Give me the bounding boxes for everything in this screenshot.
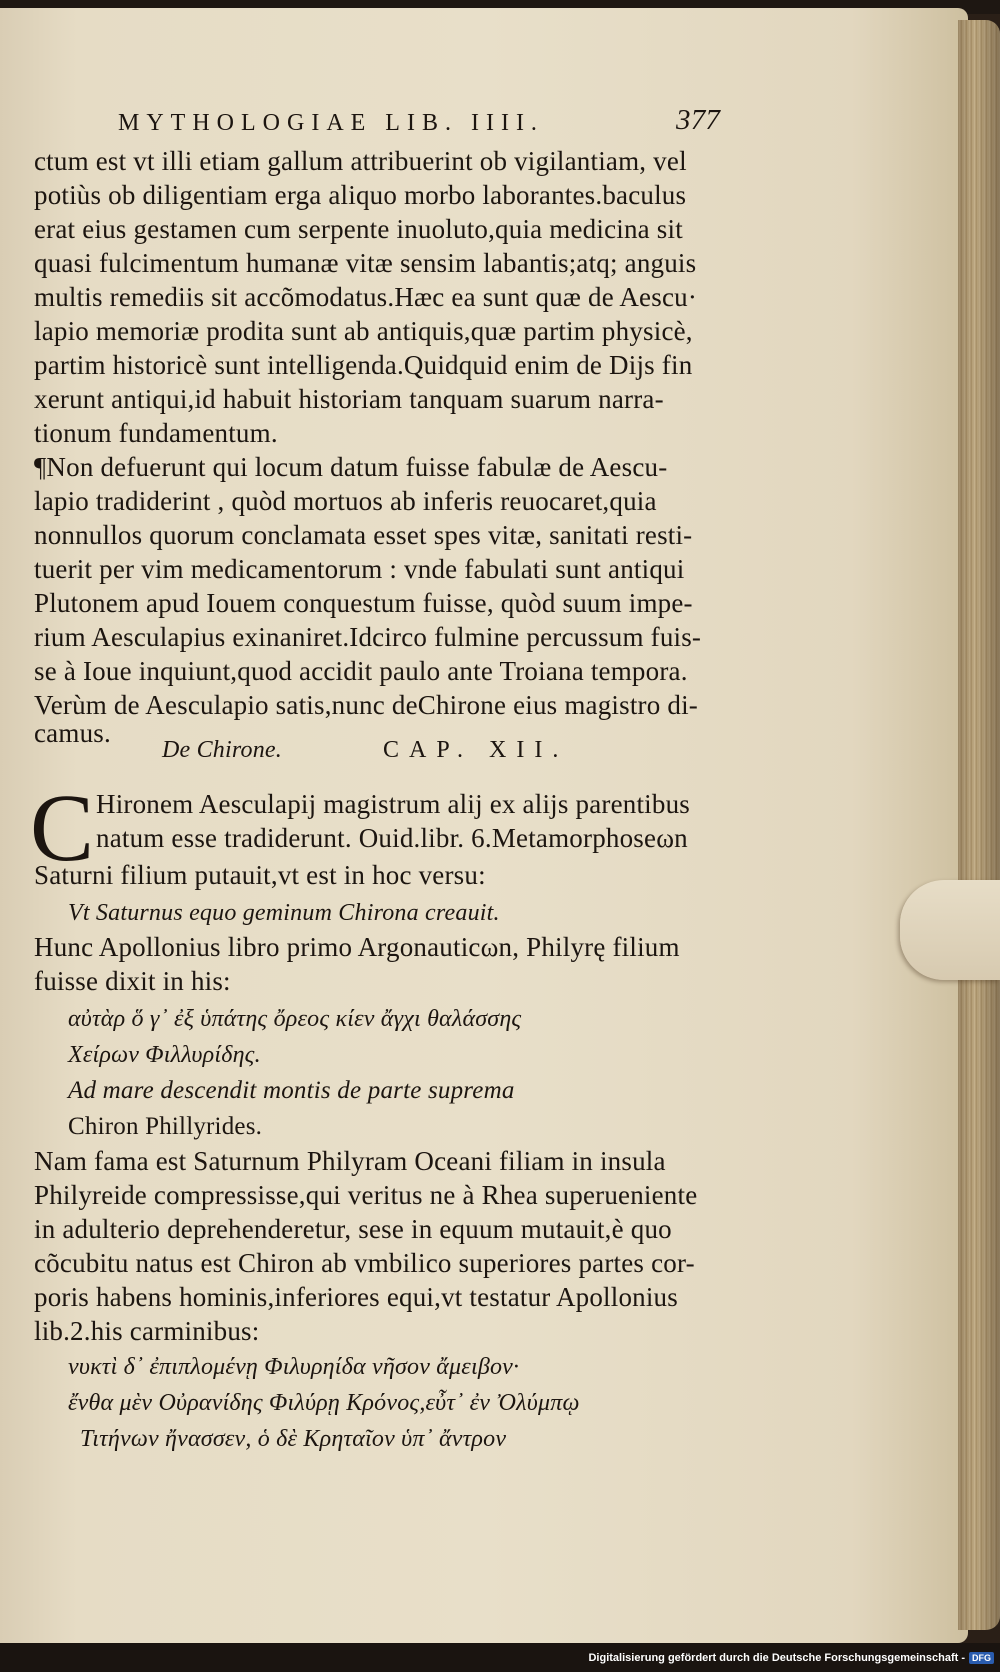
text-line: lib.2.his carminibus: [34, 1316, 260, 1346]
greek-verse-line: αὐτὰρ ὅ γ᾽ ἐξ ὑπάτης ὄρεος κίεν ἄγχι θαλάσσης [68, 1006, 522, 1032]
text-line: rium Aesculapius exinaniret.Idcirco fulmine percussum fuis- [34, 622, 702, 652]
chapter-number: CAP. XII. [383, 737, 569, 763]
greek-verse-line: ἔνθα μὲν Οὐρανίδης Φιλύρῃ Κρόνος,εὖτ᾽ ἐν Ὀλύμπῳ [68, 1390, 580, 1416]
dfg-logo: DFG [969, 1652, 994, 1664]
text-line: ¶Non defuerunt qui locum datum fuisse fabulæ de Aescu- [34, 452, 668, 482]
text-line: Verùm de Aesculapio satis,nunc deChirone eius magistro di- [34, 690, 698, 720]
credit-text: Digitalisierung gefördert durch die Deutsche Forschungsgemeinschaft - [588, 1652, 965, 1664]
text-line: erat eius gestamen cum serpente inuoluto,quia medicina sit [34, 214, 683, 244]
page-number: 377 [676, 104, 721, 136]
scan-footer-band [0, 1643, 1000, 1672]
text-line: potiùs ob diligentiam erga aliquo morbo laborantes.baculus [34, 180, 687, 210]
fore-edge-shading [958, 20, 1000, 1630]
text-line: lapio tradiderint , quòd mortuos ab inferis reuocaret,quia [34, 486, 657, 516]
greek-verse-line: Χείρων Φιλλυρίδης. [68, 1042, 261, 1068]
text-line: tuerit per vim medicamentorum : vnde fabulati sunt antiqui [34, 554, 685, 584]
text-line: in adulterio deprehenderetur, sese in equum mutauit,è quo [34, 1214, 672, 1244]
text-line: nonnullos quorum conclamata esset spes vitæ, sanitati resti- [34, 520, 693, 550]
greek-verse-line: Τιτήνων ἤνασσεν, ὁ δὲ Κρηταῖον ὑπ᾽ ἄντρον [80, 1426, 507, 1452]
text-line: Hunc Apollonius libro primo Argonauticωn, Philyrę filium [34, 932, 680, 962]
text-line: tionum fundamentum. [34, 418, 278, 448]
drop-initial: C [30, 774, 95, 881]
text-line: se à Ioue inquiunt,quod accidit paulo ante Troiana tempora. [34, 656, 688, 686]
bookmark-tab [900, 880, 1000, 980]
text-line: cõcubitu natus est Chiron ab vmbilico superiores partes cor- [34, 1248, 695, 1278]
text-line: Plutonem apud Iouem conquestum fuisse, quòd suum impe- [34, 588, 693, 618]
text-line: camus. [34, 718, 111, 748]
verse-line: Chiron Phillyrides. [68, 1113, 263, 1140]
text-line: poris habens hominis,inferiores equi,vt testatur Apollonius [34, 1282, 678, 1312]
greek-verse-line: νυκτὶ δ᾽ ἐπιπλομένῃ Φιλυρηίδα νῆσον ἄμειβον· [68, 1354, 520, 1380]
running-head: MYTHOLOGIAE LIB. IIII. [118, 110, 544, 136]
text-line: Philyreide compressisse,qui veritus ne à Rhea superueniente [34, 1180, 698, 1210]
text-line: Saturni filium putauit,vt est in hoc versu: [34, 860, 486, 890]
text-line: natum esse tradiderunt. Ouid.libr. 6.Metamorphoseωn [96, 823, 688, 853]
text-line: Nam fama est Saturnum Philyram Oceani filiam in insula [34, 1146, 666, 1176]
text-line: xerunt antiqui,id habuit historiam tanquam suarum narra- [34, 384, 664, 414]
text-line: ctum est vt illi etiam gallum attribuerint ob vigilantiam, vel [34, 146, 687, 176]
text-line: fuisse dixit in his: [34, 966, 231, 996]
text-line: quasi fulcimentum humanæ vitæ sensim labantis;atq; anguis [34, 248, 697, 278]
chapter-title: De Chirone. [162, 737, 282, 763]
verse-line: Ad mare descendit montis de parte suprema [68, 1077, 515, 1104]
text-line: partim historicè sunt intelligenda.Quidquid enim de Dijs fin [34, 350, 693, 380]
text-line: lapio memoriæ prodita sunt ab antiquis,quæ partim physicè, [34, 316, 693, 346]
verse-line: Vt Saturnus equo geminum Chirona creauit. [68, 900, 500, 926]
digitization-credit [588, 1650, 994, 1666]
text-line: multis remediis sit accõmodatus.Hæc ea sunt quæ de Aescu· [34, 282, 698, 312]
text-line: Hironem Aesculapij magistrum alij ex alijs parentibus [96, 789, 690, 819]
